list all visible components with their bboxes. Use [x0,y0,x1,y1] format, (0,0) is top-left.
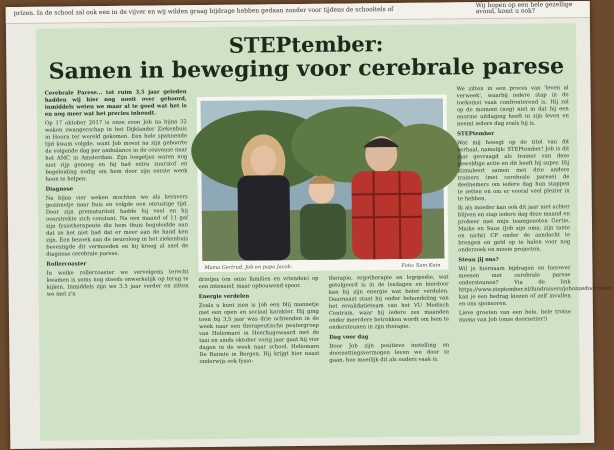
paragraph: We zitten in een proces van 'leven al verweek', waarbij iedere stap in de toekomst vaak confronterend is. Hij zal op de moment (nog) niet in dat hij een enorme uitdaging heeft in zijn leven en neemt iedere dag zoals hij is. [456,85,569,128]
article-panel [36,23,613,441]
photo-illustration [201,98,445,261]
paragraph: Na bijna vier weken mochten we als kersvers gezinnetje naar huis en volgde een onrustige tijd. Door zijn prematuriteit hadde hij veel en hij overstrekte zich constant. Na een maand of 11 gaf zijn fysiotherapeute die hem thuis begeleidde aan dat ze het niet had dat er meer aan de hand ken zijn. Een bezoek aan de neuroloog in het ziekenhuis bevestigde dit vermoeden en hij kreeg al snel de diagnose cerebrale parese. [45,194,189,258]
heading-energie: Energie verdelen [198,293,250,301]
article-subtitle: Samen in beweging voor cerebrale parese [48,53,565,85]
strip-text-right: Wij hopen op een hele gezellige avond, komt u ook? [475,1,573,16]
column-2 [199,276,320,368]
heading-dag-voor-dag: Dag voor dag [329,334,369,341]
newspaper-page [6,1,613,449]
paragraph: In welke rollercoaster we vervolgens terecht kwamen is soms nog steeds onwerkelijk op terug te kijken. Inmiddels zijn we 3,5 jaar verder en zitten we met z'n [46,269,189,298]
paragraph: Lieve groeten van een hele, hele trotse mama van Job (onze doorzetter!) [458,309,571,324]
column-3 [329,274,450,366]
paragraph: Wil je hiernaam bijdragen en hierover meesen met cerebrale parese ondersteunen? Via de link https://www.steptember.nl/fundraisers/johonzedoorzetter kan je een bedrag kiezen of zelf invullen en ons sponsoren. [458,265,613,308]
column-4 [456,85,613,326]
paragraph: drietjes (en onze families en vrienden) op een intensief, maar opbouwend spoor. [198,275,319,291]
heading-rollercoaster: Rollercoaster [46,261,87,268]
heading-diagnose: Diagnose [45,186,74,193]
article-title: STEPtember: [228,31,384,58]
photo-caption: Mama Gertrud, Job en papa Jacob. [204,264,293,272]
photo-credit: Foto: Sam Kuin [401,262,441,269]
paragraph: Door Job zijn positieve instelling en doorzettingsvermogen leven we door te gaan, hoe moeilijk dit als ouders vaak is. [329,342,450,364]
paragraph: Ik als moeder kan ook dit jaar niet achter blijven en stap iedere dag deze maand en probeer met mijn teamgenoten Gertie, Maike en Suus (Job zijn oma, zijn tante en nicht) CP onder de aandacht te brengen en geld op te halen voor nog onderzoek en mooie projecten. [457,204,571,254]
intro-paragraph: Cerebrale Parese... tot ruim 3,5 jaar geleden hadden wij hier nog nooit over gehoord, inmiddels weten we maar al te goed wat het is en nog meer wat het precies inhoudt. [44,89,187,118]
heading-steptember: STEPtember [457,130,495,138]
previous-article-strip [6,1,590,24]
family-photo [197,94,449,272]
paragraph: Zoals u kunt zien is Job een blij mannetje met een open en sociaal karakter. Hij ging toen bij 3,5 jaar was drie ochtenden in de week naar een therapeutische peutergroep van Heliomare in Heerhugowaard met de taxi en sinds oktober vorig jaar gaat hij vier dagen in de week naar school, Heliomare De Ruimte in Bergen. Hij krijgt hier naast onderwijs ook fysio- [198,301,320,366]
paragraph: therapie, ergotherapie en logopedie, wat getolgeerd is in de lesdagen en hierdoor kan hij zijn energie wat beter verdelen. Daarnaast staat hij onder behandeling van het revalidatieteam van het VU Medisch Centrum, waar hij iedere zes maanden onder meerdere betrokken wordt om hem te ondersteunen in zijn therapie. [328,274,450,331]
heading-steun: Steun jij ons? [458,256,499,264]
paragraph: Op 17 oktober 2017 is onze zoon Job na bijna 32 weken zwangerschap in het Dijklander Ziekenhuis in Hoorn ter wereld gekomen. Een hele spannende tijd kwam volgde, want Job moest na zijn geboorte de volgende dag per ambulance in de couveuse naar het AMC in Amsterdam. Zijn longetjes waren nog niet rijp genoeg en hij had extra zuurstof en begeleiding nodig om hem door zijn eerste week heen te helpen. [44,119,188,183]
paragraph: Wat mij hoeegt op de titel van dit verhaal, namelijk: STEPtember! Job is dit jaar gevraagd als trainer van deze geweldige actie en dit heeft hij super. Hij stimuleert samen met drie andere trainers (met cerebrale parese) de deelnemers om iedere dag hun stappen te zetten en om er vooral veel plezier in te hebben. [457,139,570,203]
strip-text-left: prizen. In de school zal ook een in de vijver en wij wilden graag bijdrage hebben gedaan zonder voor tijdens de schooltels of [13,6,394,17]
column-1 [45,89,189,300]
